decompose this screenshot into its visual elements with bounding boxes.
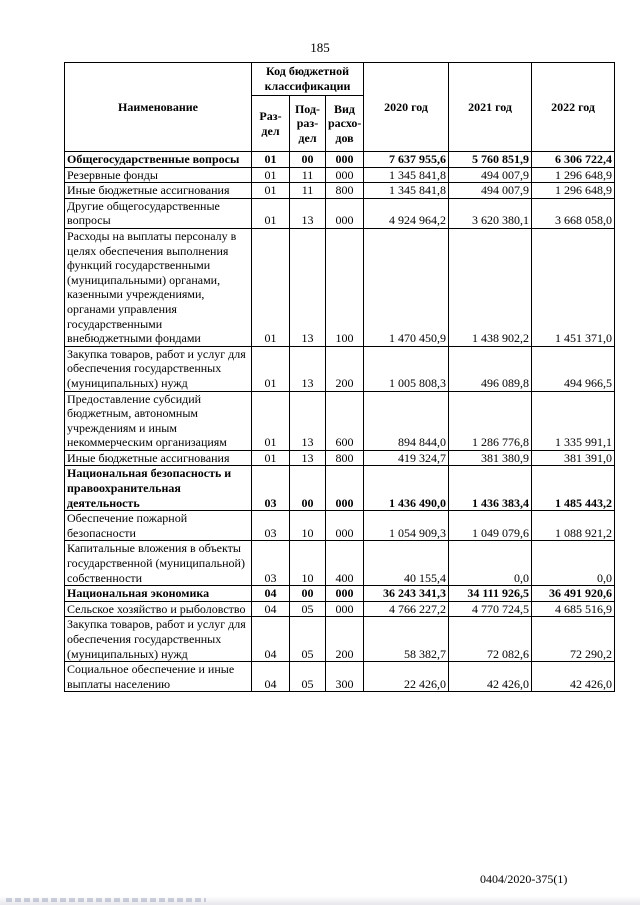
row-name: Национальная безопасность и правоохранительная деятельность: [65, 466, 252, 511]
row-section: 03: [252, 511, 290, 541]
row-value-2020: 1 345 841,8: [364, 183, 449, 199]
row-value-2021: 494 007,9: [449, 167, 532, 183]
header-name: Наименование: [65, 63, 252, 152]
row-expense-type: 400: [326, 541, 364, 586]
row-subsection: 10: [290, 541, 326, 586]
row-section: 01: [252, 167, 290, 183]
row-value-2021: 1 286 776,8: [449, 391, 532, 450]
row-value-2021: 1 049 079,6: [449, 511, 532, 541]
row-value-2021: 5 760 851,9: [449, 152, 532, 168]
row-expense-type: 000: [326, 152, 364, 168]
row-value-2021: 4 770 724,5: [449, 601, 532, 617]
row-subsection: 13: [290, 450, 326, 466]
row-subsection: 05: [290, 617, 326, 662]
row-value-2022: 381 391,0: [532, 450, 615, 466]
row-value-2020: 4 766 227,2: [364, 601, 449, 617]
row-expense-type: 000: [326, 466, 364, 511]
row-name: Социальное обеспечение и иные выплаты населению: [65, 662, 252, 692]
row-section: 04: [252, 617, 290, 662]
row-expense-type: 000: [326, 601, 364, 617]
row-value-2022: 1 451 371,0: [532, 228, 615, 346]
row-subsection: 00: [290, 466, 326, 511]
row-value-2022: 1 296 648,9: [532, 183, 615, 199]
row-name: Иные бюджетные ассигнования: [65, 183, 252, 199]
row-section: 01: [252, 228, 290, 346]
row-value-2021: 1 438 902,2: [449, 228, 532, 346]
row-subsection: 10: [290, 511, 326, 541]
row-name: Расходы на выплаты персоналу в целях обеспечения выполнения функций государственными (муниципальными) органами, казенными учреждениями, органами управления государственными внебюджетными фондами: [65, 228, 252, 346]
table-row: [65, 662, 615, 692]
row-section: 01: [252, 450, 290, 466]
row-subsection: 00: [290, 586, 326, 602]
row-value-2021: 34 111 926,5: [449, 586, 532, 602]
row-value-2020: 1 054 909,3: [364, 511, 449, 541]
table-row: [65, 198, 615, 228]
row-subsection: 13: [290, 228, 326, 346]
row-expense-type: 800: [326, 183, 364, 199]
row-section: 01: [252, 152, 290, 168]
document-code: 0404/2020-375(1): [480, 872, 568, 886]
row-section: 01: [252, 198, 290, 228]
row-value-2020: 7 637 955,6: [364, 152, 449, 168]
row-name: Сельское хозяйство и рыболовство: [65, 601, 252, 617]
row-value-2020: 894 844,0: [364, 391, 449, 450]
row-value-2022: 0,0: [532, 541, 615, 586]
row-expense-type: 800: [326, 450, 364, 466]
row-value-2020: 1 436 490,0: [364, 466, 449, 511]
row-value-2020: 22 426,0: [364, 662, 449, 692]
row-expense-type: 200: [326, 346, 364, 391]
row-name: Обеспечение пожарной безопасности: [65, 511, 252, 541]
row-expense-type: 300: [326, 662, 364, 692]
row-subsection: 05: [290, 662, 326, 692]
table-header: [65, 63, 615, 152]
row-value-2021: 0,0: [449, 541, 532, 586]
row-expense-type: 000: [326, 167, 364, 183]
table-row: [65, 346, 615, 391]
row-value-2022: 42 426,0: [532, 662, 615, 692]
page-number: 185: [310, 40, 330, 55]
row-section: 03: [252, 466, 290, 511]
row-subsection: 13: [290, 391, 326, 450]
row-value-2020: 40 155,4: [364, 541, 449, 586]
table-row: [65, 511, 615, 541]
row-value-2022: 1 296 648,9: [532, 167, 615, 183]
table-row: [65, 466, 615, 511]
row-section: 04: [252, 662, 290, 692]
row-section: 03: [252, 541, 290, 586]
table-row: [65, 586, 615, 602]
row-name: Предоставление субсидий бюджетным, автономным учреждениям и иным некоммерческим организациям: [65, 391, 252, 450]
row-value-2021: 42 426,0: [449, 662, 532, 692]
row-value-2021: 3 620 380,1: [449, 198, 532, 228]
table-body: [65, 152, 615, 692]
row-value-2021: 381 380,9: [449, 450, 532, 466]
table-row: [65, 541, 615, 586]
header-code-group: Код бюджетной классификации: [252, 63, 364, 96]
table-row: [65, 617, 615, 662]
table-row: [65, 152, 615, 168]
row-value-2020: 419 324,7: [364, 450, 449, 466]
row-expense-type: 600: [326, 391, 364, 450]
row-expense-type: 000: [326, 586, 364, 602]
row-value-2021: 72 082,6: [449, 617, 532, 662]
row-name: Капитальные вложения в объекты государственной (муниципальной) собственности: [65, 541, 252, 586]
row-value-2022: 6 306 722,4: [532, 152, 615, 168]
header-year-2022: 2022 год: [532, 63, 615, 152]
row-value-2022: 36 491 920,6: [532, 586, 615, 602]
row-subsection: 11: [290, 167, 326, 183]
row-value-2022: 1 485 443,2: [532, 466, 615, 511]
header-subsection: Под- раз- дел: [290, 96, 326, 152]
row-value-2022: 1 335 991,1: [532, 391, 615, 450]
row-expense-type: 100: [326, 228, 364, 346]
row-value-2022: 494 966,5: [532, 346, 615, 391]
table-row: [65, 183, 615, 199]
table-row: [65, 228, 615, 346]
table-row: [65, 391, 615, 450]
row-expense-type: 200: [326, 617, 364, 662]
row-subsection: 13: [290, 346, 326, 391]
budget-table: [64, 62, 615, 692]
row-value-2020: 1 470 450,9: [364, 228, 449, 346]
row-value-2020: 36 243 341,3: [364, 586, 449, 602]
row-value-2021: 496 089,8: [449, 346, 532, 391]
row-value-2020: 1 005 808,3: [364, 346, 449, 391]
row-name: Национальная экономика: [65, 586, 252, 602]
row-section: 01: [252, 346, 290, 391]
table-row: [65, 450, 615, 466]
row-subsection: 13: [290, 198, 326, 228]
row-name: Закупка товаров, работ и услуг для обеспечения государственных (муниципальных) нужд: [65, 346, 252, 391]
row-name: Резервные фонды: [65, 167, 252, 183]
row-subsection: 11: [290, 183, 326, 199]
row-value-2022: 72 290,2: [532, 617, 615, 662]
row-name: Другие общегосударственные вопросы: [65, 198, 252, 228]
row-name: Иные бюджетные ассигнования: [65, 450, 252, 466]
row-value-2020: 4 924 964,2: [364, 198, 449, 228]
row-section: 01: [252, 183, 290, 199]
row-name: Общегосударственные вопросы: [65, 152, 252, 168]
row-name: Закупка товаров, работ и услуг для обеспечения государственных (муниципальных) нужд: [65, 617, 252, 662]
row-subsection: 00: [290, 152, 326, 168]
row-expense-type: 000: [326, 198, 364, 228]
row-value-2022: 4 685 516,9: [532, 601, 615, 617]
row-section: 04: [252, 586, 290, 602]
row-expense-type: 000: [326, 511, 364, 541]
row-value-2021: 494 007,9: [449, 183, 532, 199]
row-value-2020: 58 382,7: [364, 617, 449, 662]
header-year-2021: 2021 год: [449, 63, 532, 152]
row-section: 01: [252, 391, 290, 450]
header-section: Раз- дел: [252, 96, 290, 152]
header-year-2020: 2020 год: [364, 63, 449, 152]
scan-mark: [6, 898, 206, 902]
header-expense-type: Вид расхо- дов: [326, 96, 364, 152]
row-value-2021: 1 436 383,4: [449, 466, 532, 511]
row-section: 04: [252, 601, 290, 617]
row-value-2020: 1 345 841,8: [364, 167, 449, 183]
row-subsection: 05: [290, 601, 326, 617]
row-value-2022: 1 088 921,2: [532, 511, 615, 541]
table-row: [65, 601, 615, 617]
table-row: [65, 167, 615, 183]
row-value-2022: 3 668 058,0: [532, 198, 615, 228]
